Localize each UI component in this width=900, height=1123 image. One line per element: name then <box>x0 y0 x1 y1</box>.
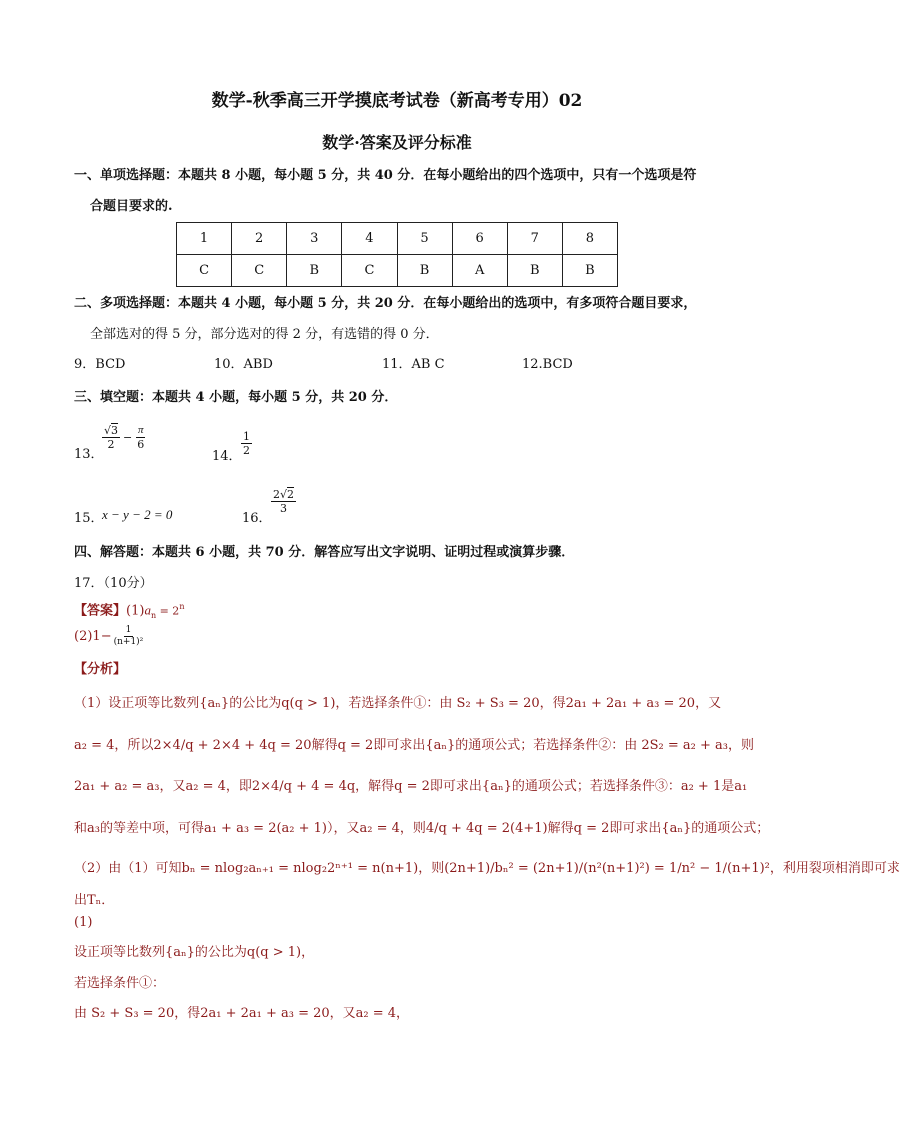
answer-line2: (2) 1− $\frac{1}{\text{(n+1)²}}$ <box>74 625 144 647</box>
table-cell: 6 <box>452 223 507 255</box>
section1-line1: 一、单项选择题：本题共 8 小题，每小题 5 分，共 40 分．在每小题给出的四个选项中，只有一个选项是符 <box>74 168 697 183</box>
q9-answer: 9．BCD <box>74 357 126 372</box>
q14-label: 14． <box>212 449 242 464</box>
q14-answer <box>241 430 252 457</box>
table-cell: 2 <box>232 223 287 255</box>
solution-line1: 设正项等比数列{aₙ}的公比为q(q > 1)， <box>74 945 315 960</box>
section3-line1: 三、填空题：本题共 4 小题，每小题 5 分，共 20 分． <box>74 390 398 405</box>
answer-tag: 【答案】 <box>74 603 127 619</box>
table-row-answers <box>177 255 618 287</box>
q12-answer: 12.BCD <box>522 357 573 372</box>
analysis-line5: （2）由（1）可知bₙ = nlog₂aₙ₊₁ = nlog₂2ⁿ⁺¹ = n(n+1)，则(2n+1)/bₙ² = (2n+1)/(n²(n+1)²) = 1/n² − 1/(n+1)²，利用裂项相消即可求 <box>74 861 900 876</box>
q15-label: 15． <box>74 511 104 526</box>
analysis-line3: 2a₁ + a₂ = a₃，又a₂ = 4，即2×4/q + 4 = 4q，解得q = 2即可求出{aₙ}的通项公式；若选择条件③：a₂ + 1是a₁ <box>74 779 748 794</box>
table-cell: C <box>177 255 232 287</box>
page-subtitle: 数学·答案及评分标准 <box>322 133 472 152</box>
q14-num: 1 <box>243 430 250 443</box>
answer-table <box>176 222 618 287</box>
table-cell: C <box>342 255 397 287</box>
section2-line2: 全部选对的得 5 分，部分选对的得 2 分，有选错的得 0 分． <box>90 327 439 342</box>
solution-line3: 由 S₂ + S₃ = 20，得2a₁ + 2a₁ + a₃ = 20，又a₂ = 4， <box>74 1006 410 1021</box>
analysis-line2: a₂ = 4，所以2×4/q + 2×4 + 4q = 20解得q = 2即可求出{aₙ}的通项公式；若选择条件②：由 2S₂ = a₂ + a₃，则 <box>74 738 754 753</box>
analysis-line4: 和a₃的等差中项，可得a₁ + a₃ = 2(a₂ + 1)），又a₂ = 4，则4/q + 4q = 2(4+1)解得q = 2即可求出{aₙ}的通项公式； <box>74 821 770 836</box>
analysis-tag: 【分析】 <box>74 662 127 677</box>
table-cell: B <box>562 255 617 287</box>
table-cell: A <box>452 255 507 287</box>
q17-label: 17．（10分） <box>74 576 153 591</box>
q16-coef: 2 <box>273 488 280 501</box>
table-cell: C <box>232 255 287 287</box>
q13-den1: 2 <box>107 438 115 451</box>
table-cell: 7 <box>507 223 562 255</box>
section1-line2: 合题目要求的. <box>90 199 173 214</box>
q13-sqrt-value: 3 <box>111 424 119 437</box>
q11-answer: 11．AB C <box>382 357 445 372</box>
section4-line1: 四、解答题：本题共 6 小题，共 70 分．解答应写出文字说明、证明过程或演算步骤． <box>74 545 575 560</box>
table-cell: 4 <box>342 223 397 255</box>
q10-answer: 10．ABD <box>214 357 273 372</box>
analysis-line6: 出Tₙ． <box>74 893 115 908</box>
table-cell: B <box>507 255 562 287</box>
table-cell: 8 <box>562 223 617 255</box>
q13-pi: π <box>137 424 144 436</box>
answer-line1: 【答案】$(1)a_n = 2^n$ <box>74 602 185 620</box>
q16-sqrt-value: 2 <box>287 488 295 501</box>
q14-den: 2 <box>243 444 250 457</box>
table-cell: 1 <box>177 223 232 255</box>
q15-answer: x − y − 2 = 0 <box>102 507 173 522</box>
table-row-numbers <box>177 223 618 255</box>
page-title: 数学-秋季高三开学摸底考试卷（新高考专用）02 <box>211 91 583 111</box>
q13-den2: 6 <box>137 438 145 451</box>
q16-den: 3 <box>280 502 287 515</box>
analysis-line1: （1）设正项等比数列{aₙ}的公比为q(q > 1)，若选择条件①：由 S₂ + S₃ = 20，得2a₁ + 2a₁ + a₃ = 20，又 <box>74 696 722 711</box>
q16-answer: $\frac{2√2}{3}$ <box>273 488 295 515</box>
solution-line2: 若选择条件①： <box>74 976 166 991</box>
q13-answer: $\frac{√3}{2}$ − $\frac{\pi}{6}$ <box>104 424 145 451</box>
q16-label: 16． <box>242 511 272 526</box>
solution-label: (1) <box>74 915 93 930</box>
q13-minus: − <box>123 431 133 444</box>
table-cell: B <box>287 255 342 287</box>
table-cell: B <box>397 255 452 287</box>
table-cell: 3 <box>287 223 342 255</box>
table-cell: 5 <box>397 223 452 255</box>
section2-line1: 二、多项选择题：本题共 4 小题，每小题 5 分，共 20 分．在每小题给出的选项中，有多项符合题目要求， <box>74 296 697 311</box>
q13-label: 13． <box>74 447 104 462</box>
